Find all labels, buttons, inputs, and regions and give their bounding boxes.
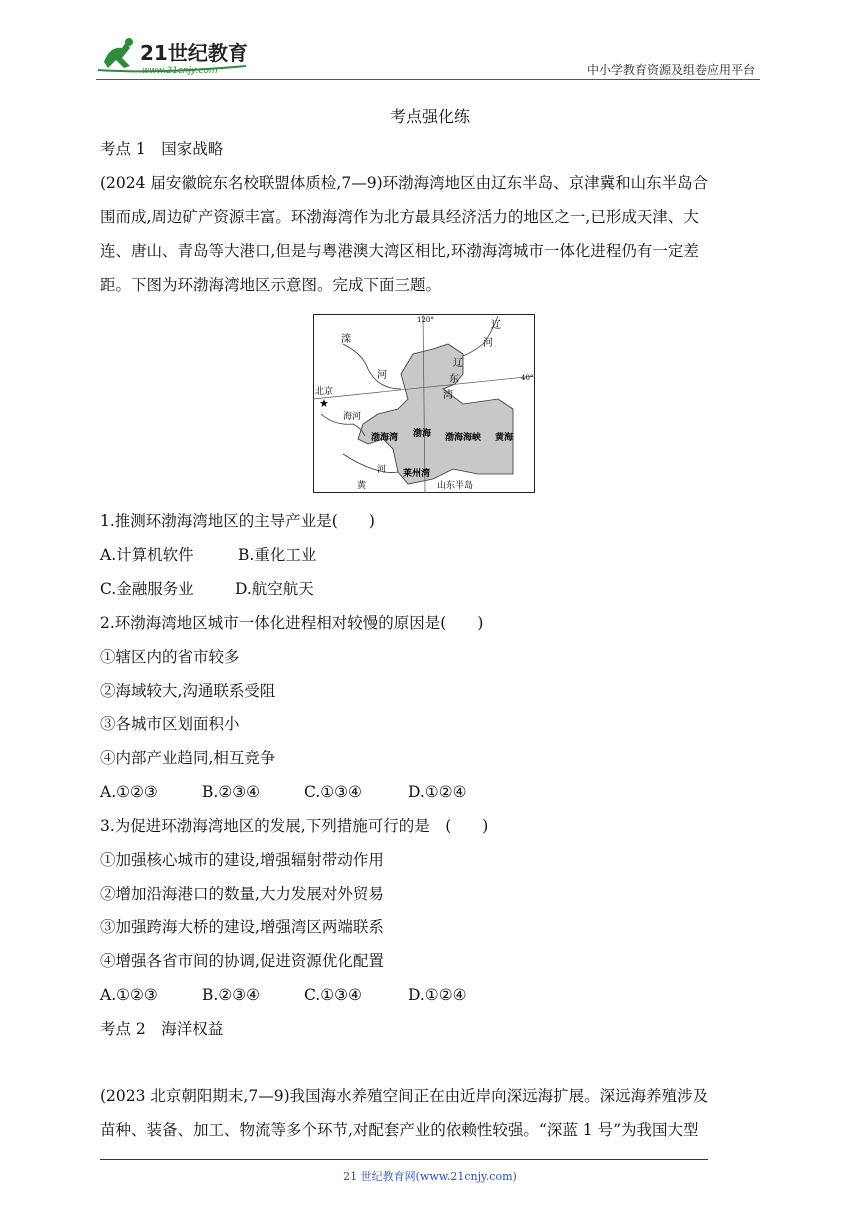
q2-item-3: ③各城市区划面积小 xyxy=(100,715,240,733)
beijing-star-icon: ★ xyxy=(319,397,329,410)
q2-option-d[interactable]: D.①②④ xyxy=(408,783,467,801)
map-label-he2: 河 xyxy=(483,338,493,349)
map-label-huanghe2: 黄 xyxy=(357,481,367,491)
section1-intro-line-2: 围而成,周边矿产资源丰富。环渤海湾作为北方最具经济活力的地区之一,已形成天津、大 xyxy=(100,208,699,226)
q3-item-3: ③加强跨海大桥的建设,增强湾区两端联系 xyxy=(100,918,384,936)
q3-stem: 3.为促进环渤海湾地区的发展,下列措施可行的是 ( ) xyxy=(100,817,489,835)
map-lat-label: 40° xyxy=(521,374,534,382)
footer-text[interactable]: 21 世纪教育网(www.21cnjy.com) xyxy=(343,1170,517,1183)
q3-option-c[interactable]: C.①③④ xyxy=(304,986,362,1004)
header-platform-text: 中小学教育资源及组卷应用平台 xyxy=(586,63,755,77)
map-lon-label: 120° xyxy=(417,316,434,324)
map-label-bohaiwan: 渤海湾 xyxy=(371,433,399,443)
q2-stem: 2.环渤海湾地区城市一体化进程相对较慢的原因是( ) xyxy=(100,614,484,632)
q3-item-1: ①加强核心城市的建设,增强辐射带动作用 xyxy=(100,851,384,869)
header-divider xyxy=(96,79,760,80)
q1-options-row-2 xyxy=(100,578,314,600)
q2-item-2: ②海域较大,沟通联系受阻 xyxy=(100,682,276,700)
q1-option-c[interactable]: C.金融服务业 xyxy=(100,580,194,598)
section2-intro-line-1: (2023 北京朝阳期末,7—9)我国海水养殖空间正在由近岸向深远海扩展。深远海养殖涉及 xyxy=(100,1087,709,1105)
q2-option-c[interactable]: C.①③④ xyxy=(304,783,362,801)
section2-intro-line-2: 苗种、装备、加工、物流等多个环节,对配套产业的依赖性较强。“深蓝 1 号”为我国大型 xyxy=(100,1121,699,1139)
map-label-huanghai: 黄海 xyxy=(495,433,514,443)
q1-stem: 1.推测环渤海湾地区的主导产业是( ) xyxy=(100,512,375,530)
map-label-haihe: 海河 xyxy=(343,412,362,422)
q2-item-4: ④内部产业趋同,相互竞争 xyxy=(100,749,276,767)
section1-heading: 考点 1 国家战略 xyxy=(100,140,224,158)
map-label-huanghe1: 河 xyxy=(377,465,387,475)
q1-option-d[interactable]: D.航空航天 xyxy=(235,580,314,598)
map-label-shandong: 山东半岛 xyxy=(437,481,474,491)
map-label-beijing: 北京 xyxy=(315,387,334,397)
q2-item-1: ①辖区内的省市较多 xyxy=(100,648,240,666)
q1-option-b[interactable]: B.重化工业 xyxy=(238,546,317,564)
q3-option-a[interactable]: A.①②③ xyxy=(100,986,158,1004)
footer-divider xyxy=(100,1159,708,1160)
q3-options-row xyxy=(100,984,467,1006)
q3-option-b[interactable]: B.②③④ xyxy=(202,986,261,1004)
map-label-ldw2: 东 xyxy=(449,374,459,385)
q3-item-2: ②增加沿海港口的数量,大力发展对外贸易 xyxy=(100,885,384,903)
svg-text:www.21cnjy.com: www.21cnjy.com xyxy=(142,66,218,76)
map-label-he1: 河 xyxy=(377,370,387,381)
q1-options-row-1 xyxy=(100,544,316,566)
bohai-bay-map xyxy=(313,314,535,493)
map-label-laizhouwan: 莱州湾 xyxy=(403,469,431,479)
site-logo xyxy=(96,36,256,78)
map-label-luan: 滦 xyxy=(341,334,351,345)
map-label-ldw1: 辽 xyxy=(453,358,463,369)
section1-intro-line-3: 连、唐山、青岛等大港口,但是与粤港澳大湾区相比,环渤海湾城市一体化进程仍有一定差 xyxy=(100,242,699,260)
map-label-liao: 辽 xyxy=(491,320,501,331)
map-label-ldw3: 湾 xyxy=(443,390,453,401)
q2-option-b[interactable]: B.②③④ xyxy=(202,783,261,801)
page-title: 考点强化练 xyxy=(389,107,470,126)
map-label-bohai: 渤海 xyxy=(413,429,432,439)
q3-option-d[interactable]: D.①②④ xyxy=(408,986,467,1004)
section1-intro-line-4: 距。下图为环渤海湾地区示意图。完成下面三题。 xyxy=(100,276,442,294)
svg-text:21世纪教育: 21世纪教育 xyxy=(140,41,248,65)
q2-option-a[interactable]: A.①②③ xyxy=(100,783,158,801)
section2-heading: 考点 2 海洋权益 xyxy=(100,1020,224,1038)
q1-option-a[interactable]: A.计算机软件 xyxy=(100,546,194,564)
q2-options-row xyxy=(100,781,467,803)
map-label-haixia: 渤海海峡 xyxy=(445,433,482,443)
q3-item-4: ④增强各省市间的协调,促进资源优化配置 xyxy=(100,952,384,970)
section1-intro-line-1: (2024 届安徽皖东名校联盟体质检,7—9)环渤海湾地区由辽东半岛、京津冀和山东半岛合 xyxy=(100,174,709,192)
